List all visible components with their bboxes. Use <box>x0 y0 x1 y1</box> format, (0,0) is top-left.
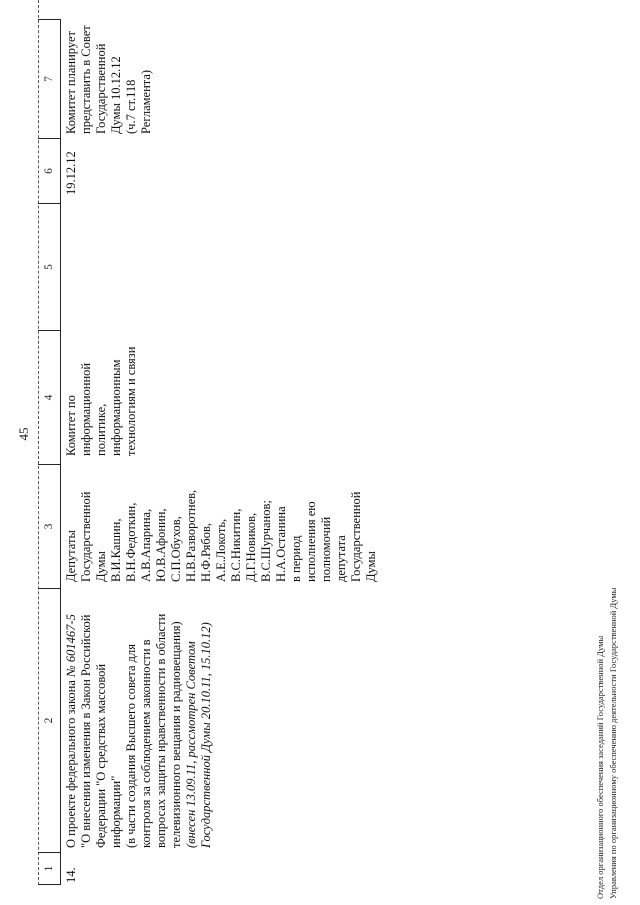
text-line <box>79 332 94 456</box>
text-line <box>64 590 79 848</box>
text-line <box>109 466 124 582</box>
text-segment: полномочий <box>319 516 333 582</box>
text-segment: в период <box>289 535 303 582</box>
text-segment: Н.В.Разворотнев, <box>184 489 198 582</box>
text-segment: Думы <box>364 551 378 582</box>
text-segment: С.П.Обухов, <box>169 516 183 582</box>
page-number: 45 <box>16 427 31 441</box>
header-cell-6: 6 <box>38 138 61 204</box>
text-segment: В.И.Кашин, <box>109 518 123 582</box>
data-cell-2 <box>61 588 214 853</box>
text-segment-italic: Государственной Думы 20.10.11, 15.10.12) <box>199 622 213 848</box>
text-line <box>349 466 364 582</box>
text-segment: информационной <box>79 362 93 456</box>
header-cell-7: 7 <box>38 19 61 139</box>
text-line <box>139 21 154 134</box>
text-line <box>79 590 94 848</box>
text-segment: представить в Совет <box>79 25 93 134</box>
text-segment: В.С.Никитин, <box>229 508 243 582</box>
text-segment: "О внесении изменения в Закон Российской <box>79 614 93 848</box>
text-segment: технологиям и связи <box>124 346 138 456</box>
data-cell-4 <box>61 330 139 465</box>
text-segment: Думы <box>94 551 108 582</box>
text-line <box>124 21 139 134</box>
text-line <box>139 466 154 582</box>
text-segment: Ю.В.Афонин, <box>154 508 168 582</box>
text-line <box>64 332 79 456</box>
text-line <box>64 466 79 582</box>
text-segment: О проекте федерального закона <box>64 677 78 848</box>
text-segment: Государственной <box>79 491 93 582</box>
text-segment: А.В.Апарина, <box>139 508 153 582</box>
text-line <box>94 21 109 134</box>
text-segment-italic: № 601467-5 <box>64 614 78 677</box>
footer-line: Отдел организационного обеспечения заседаний Государственной Думы <box>595 635 605 899</box>
text-line <box>154 590 169 848</box>
text-segment: телевизионного вещания и радиовещания) <box>169 621 183 848</box>
text-line <box>109 590 124 848</box>
text-line <box>139 590 154 848</box>
footer <box>594 588 620 899</box>
text-line <box>64 21 79 134</box>
text-line <box>94 466 109 582</box>
text-line <box>364 466 379 582</box>
text-line <box>319 466 334 582</box>
data-cell-5 <box>61 203 64 331</box>
footer-line: Управления по организационному обеспечению деятельности Государственной Думы <box>608 587 618 899</box>
data-cell-6 <box>61 138 79 204</box>
text-line <box>94 590 109 848</box>
text-line <box>64 140 79 195</box>
data-cell-7 <box>61 19 154 139</box>
header-cell-2: 2 <box>38 588 61 853</box>
header-cell-1: 1 <box>38 852 61 885</box>
text-line <box>214 466 229 582</box>
text-segment: Регламента) <box>139 69 153 134</box>
text-segment: Федерации "О средствах массовой <box>94 663 108 848</box>
text-segment: (ч.7 ст.118 <box>124 79 138 134</box>
text-segment: Д.Г.Новиков, <box>244 512 258 582</box>
text-segment: 19.12.12 <box>64 151 78 195</box>
text-segment: А.Е.Локоть, <box>214 518 228 582</box>
text-segment: исполнения ею <box>304 501 318 582</box>
text-line <box>229 466 244 582</box>
header-cell-4: 4 <box>38 330 61 465</box>
text-segment: вопросах защиты нравственности в области <box>154 613 168 848</box>
text-line <box>289 466 304 582</box>
text-line <box>334 466 349 582</box>
text-segment: Государственной <box>94 43 108 134</box>
data-cell-1 <box>61 852 79 885</box>
text-line <box>184 466 199 582</box>
text-segment: информационным <box>109 359 123 456</box>
text-line <box>184 590 199 848</box>
text-segment: В.Н.Федоткин, <box>124 502 138 582</box>
text-line <box>154 466 169 582</box>
text-line <box>109 332 124 456</box>
text-line <box>64 854 79 883</box>
text-segment: Думы 10.12.12 <box>109 56 123 134</box>
text-segment: депутата <box>334 535 348 582</box>
text-line <box>79 21 94 134</box>
text-segment: Комитет по <box>64 395 78 456</box>
text-segment: 14. <box>64 867 78 883</box>
text-line <box>94 332 109 456</box>
text-segment: (в части создания Высшего совета для <box>124 644 138 848</box>
text-line <box>244 466 259 582</box>
text-line <box>79 466 94 582</box>
text-line <box>304 466 319 582</box>
text-segment: Государственной <box>349 491 363 582</box>
text-line <box>274 466 289 582</box>
data-row <box>61 20 379 885</box>
text-line <box>124 590 139 848</box>
text-segment-italic: (внесен 13.09.11, рассмотрен Советом <box>184 641 198 848</box>
text-segment: Н.А.Останина <box>274 506 288 582</box>
header-cell-3: 3 <box>38 464 61 589</box>
text-line <box>109 21 124 134</box>
header-row <box>38 20 61 885</box>
header-cell-5: 5 <box>38 203 61 331</box>
text-line <box>199 590 214 848</box>
text-line <box>124 332 139 456</box>
text-line <box>169 590 184 848</box>
text-segment: политике, <box>94 403 108 456</box>
data-cell-3 <box>61 464 379 589</box>
text-segment: информации" <box>109 775 123 848</box>
text-segment: Н.Ф.Рябов, <box>199 522 213 582</box>
text-segment: Депутаты <box>64 530 78 582</box>
text-segment: В.С.Шурчанов; <box>259 500 273 582</box>
text-segment: Комитет планирует <box>64 31 78 134</box>
text-line <box>169 466 184 582</box>
text-line <box>124 466 139 582</box>
text-line <box>259 466 274 582</box>
text-line <box>199 466 214 582</box>
text-segment: контроля за соблюдением законности в <box>139 639 153 848</box>
